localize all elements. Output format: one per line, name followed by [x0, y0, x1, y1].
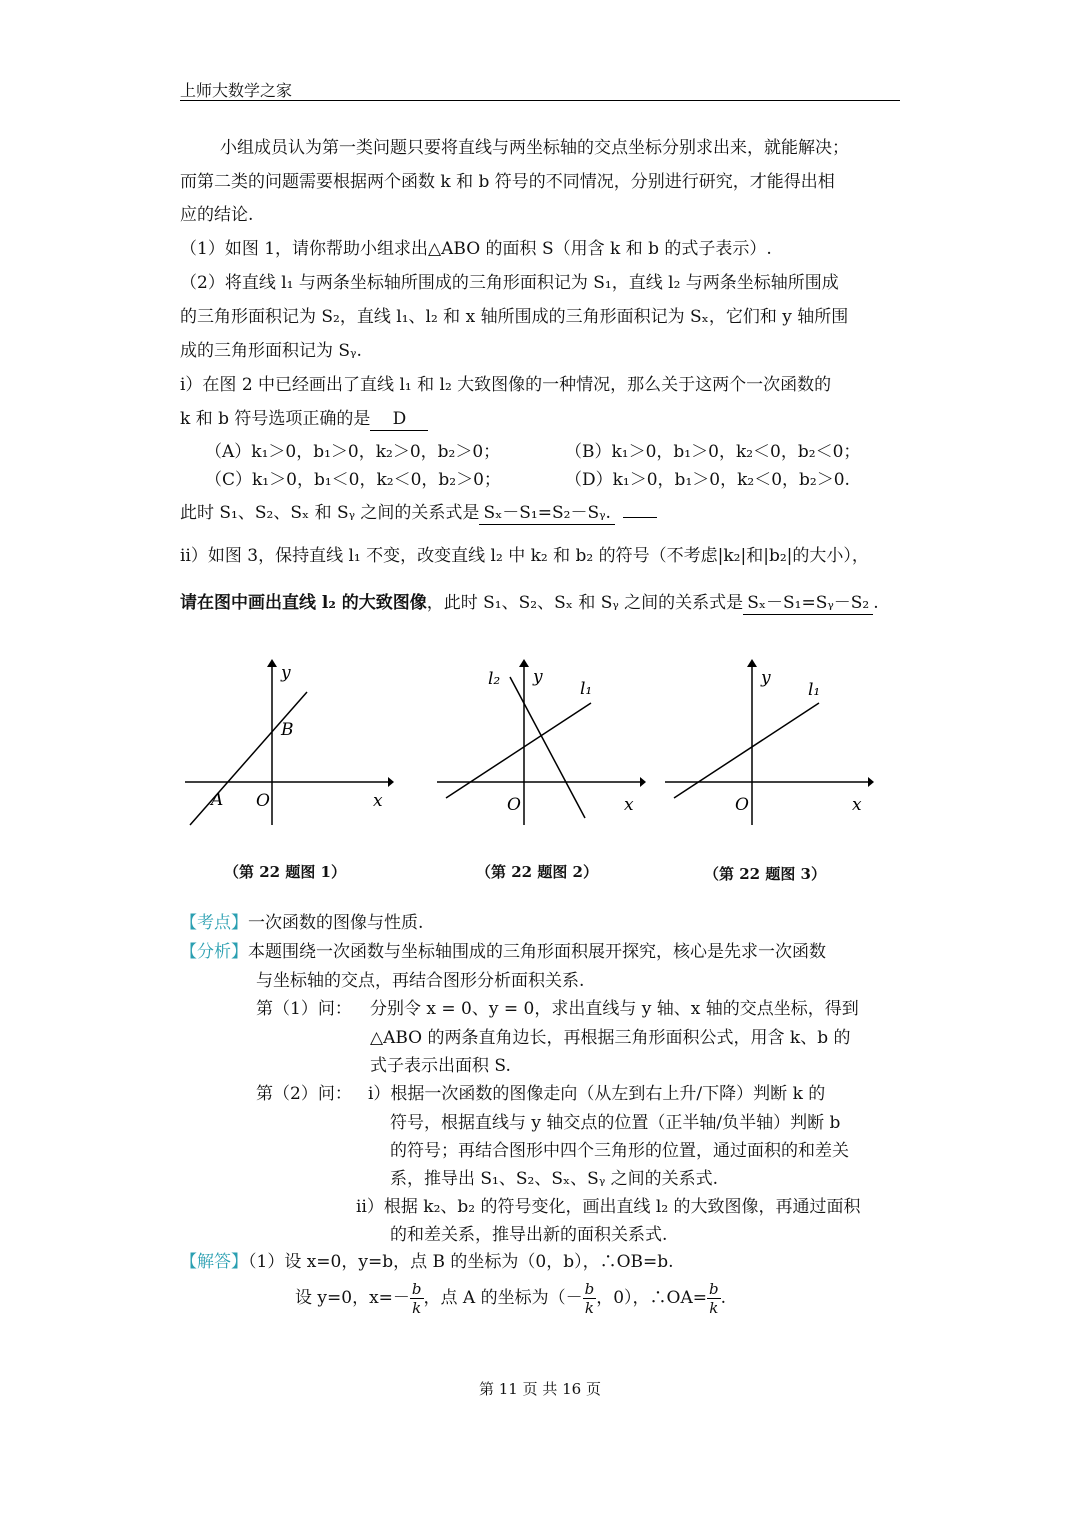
fenxi-p2i-line-1: ⅰ）根据一次函数的图像走向（从左到右上升/下降）判断 k 的 [368, 1084, 826, 1104]
fraction-b-over-k-1: $\frac{b}{k}$ [411, 1280, 422, 1317]
fig2-o-label: O [507, 795, 521, 815]
fenxi-p2i-line-2: 符号，根据直线与 y 轴交点的位置（正半轴/负半轴）判断 b [390, 1113, 841, 1133]
fig2-l2-label: l₂ [488, 669, 501, 689]
jieda-tag: 【解答】 [180, 1252, 248, 1272]
fig2-y-label: y [533, 667, 543, 687]
jieda-text-2d: . [720, 1288, 727, 1308]
fig1-b-label: B [281, 720, 294, 740]
fenxi-p2-label: 第（2）问： [256, 1084, 352, 1104]
fig1-line [190, 692, 307, 825]
fig1-y-label: y [281, 663, 291, 683]
kaodian-tag: 【考点】 [180, 913, 248, 933]
fig1-a-label: A [211, 790, 224, 810]
relation-1-answer: Sₓ－S₁=S₂－Sᵧ. [479, 502, 614, 525]
figure-3 [660, 655, 875, 830]
fraction-b-over-k-3: $\frac{b}{k}$ [709, 1280, 719, 1317]
fig2-y-arrow [519, 659, 529, 667]
jieda-text-2b: ，点 A 的坐标为（－ [423, 1288, 583, 1308]
fenxi-line-1 [180, 941, 826, 963]
fraction-b-over-k-2: $\frac{b}{k}$ [584, 1280, 595, 1317]
question-ii-rest: ，此时 S₁、S₂、Sₓ 和 Sᵧ 之间的关系式是 [426, 593, 744, 613]
intro-line-2: 而第二类的问题需要根据两个函数 k 和 b 符号的不同情况，分别进行研究，才能得出相 [180, 172, 835, 192]
fenxi-p2i-line-3: 的符号；再结合图形中四个三角形的位置，通过面积的和差关 [390, 1141, 849, 1161]
option-b: （B）k₁＞0，b₁＞0，k₂＜0，b₂＜0； [565, 442, 861, 462]
kaodian-text: 一次函数的图像与性质. [248, 913, 424, 933]
question-2-line-1: （2）将直线 l₁ 与两条坐标轴所围成的三角形面积记为 S₁，直线 l₂ 与两条坐标轴所围成 [180, 273, 839, 293]
intro-line-3: 应的结论. [180, 205, 254, 225]
question-ii-bold: 请在图中画出直线 l₂ 的大致图像 [180, 593, 427, 613]
fig1-x-label: x [373, 791, 383, 811]
question-1: （1）如图 1，请你帮助小组求出△ABO 的面积 S（用含 k 和 b 的式子表示）. [180, 239, 772, 259]
jieda-line-2 [295, 1278, 726, 1318]
fenxi-p2i-line-4: 系，推导出 S₁、S₂、Sₓ、Sᵧ 之间的关系式. [390, 1169, 719, 1189]
header-title: 上师大数学之家 [180, 81, 293, 100]
jieda-text-2a: 设 y=0，x=－ [295, 1288, 410, 1308]
figure-1-caption: （第 22 题图 1） [224, 863, 346, 881]
fig1-y-arrow [267, 659, 277, 667]
answer-blank-i: D [370, 408, 428, 431]
fig2-line-l2 [510, 677, 585, 818]
fig1-x-arrow [388, 777, 394, 787]
jieda-text-1: （1）设 x=0，y=b，点 B 的坐标为（0，b），∴OB=b. [248, 1252, 674, 1272]
fenxi-p1-line-1: 分别令 x = 0、y = 0，求出直线与 y 轴、x 轴的交点坐标，得到 [370, 999, 859, 1019]
fig2-x-label: x [624, 795, 634, 815]
figure-3-caption: （第 22 题图 3） [704, 865, 826, 883]
fenxi-tag: 【分析】 [180, 942, 248, 962]
jieda-line-1 [180, 1251, 674, 1273]
kaodian-line [180, 912, 423, 934]
question-i-line-1: ⅰ）在图 2 中已经画出了直线 l₁ 和 l₂ 大致图像的一种情况，那么关于这两个一次函数的 [180, 375, 832, 395]
question-2-line-3: 成的三角形面积记为 Sᵧ. [180, 341, 362, 361]
option-a: （A）k₁＞0，b₁＞0，k₂＞0，b₂＞0； [205, 442, 501, 462]
fig3-y-label: y [761, 668, 771, 688]
fenxi-p1-line-2: △ABO 的两条直角边长，再根据三角形面积公式，用含 k、b 的 [370, 1028, 851, 1048]
header-rule [180, 100, 900, 101]
option-d: （D）k₁＞0，b₁＞0，k₂＜0，b₂＞0. [565, 470, 850, 490]
question-i-text: k 和 b 符号选项正确的是 [180, 409, 371, 429]
fig3-x-label: x [852, 795, 862, 815]
relation-1-blank [623, 517, 657, 518]
fenxi-p1-line-3: 式子表示出面积 S. [370, 1056, 511, 1076]
fig1-o-label: O [256, 791, 270, 811]
question-ii-line-2: 请在图中画出直线 l₂ 的大致图像，此时 S₁、S₂、Sₓ 和 Sᵧ 之间的关系式是 Sₓ－S₁=Sᵧ－S₂ . [180, 593, 879, 613]
figure-2-caption: （第 22 题图 2） [476, 863, 598, 881]
relation-1 [180, 502, 657, 525]
intro-line-1: 小组成员认为第一类问题只要将直线与两坐标轴的交点坐标分别求出来，就能解决； [220, 138, 849, 158]
figure-1 [180, 655, 395, 830]
fenxi-p2ii-line-2: 的和差关系，推导出新的面积关系式. [390, 1225, 668, 1245]
fig3-o-label: O [735, 795, 749, 815]
question-i-line-2 [180, 408, 428, 431]
question-2-line-2: 的三角形面积记为 S₂，直线 l₁、l₂ 和 x 轴所围成的三角形面积记为 Sₓ，它们和 y 轴所围 [180, 307, 849, 327]
fig2-x-arrow [640, 777, 646, 787]
fenxi-p1-label: 第（1）问： [256, 999, 352, 1019]
fenxi-p2ii-line-1: ⅱ）根据 k₂、b₂ 的符号变化，画出直线 l₂ 的大致图像，再通过面积 [356, 1197, 861, 1217]
fenxi-line-2: 与坐标轴的交点，再结合图形分析面积关系. [256, 971, 585, 991]
figure-2 [432, 655, 647, 830]
fig2-line-l1 [446, 703, 591, 798]
fig3-line-l1 [674, 703, 819, 798]
page-footer: 第 11 页 共 16 页 [478, 1380, 601, 1398]
fig3-x-arrow [868, 777, 874, 787]
option-c: （C）k₁＞0，b₁＜0，k₂＜0，b₂＞0； [205, 470, 501, 490]
fig2-l1-label: l₁ [580, 679, 593, 699]
relation-1-prefix: 此时 S₁、S₂、Sₓ 和 Sᵧ 之间的关系式是 [180, 503, 480, 523]
jieda-text-2c: ，0），∴OA= [596, 1288, 707, 1308]
fenxi-text-1: 本题围绕一次函数与坐标轴围成的三角形面积展开探究，核心是先求一次函数 [248, 942, 826, 962]
fig3-y-arrow [747, 659, 757, 667]
fig3-l1-label: l₁ [808, 680, 821, 700]
question-ii-line-1: ⅱ）如图 3，保持直线 l₁ 不变，改变直线 l₂ 中 k₂ 和 b₂ 的符号（不考虑|k₂|和|b₂|的大小）， [180, 546, 869, 566]
answer-blank-ii: Sₓ－S₁=Sᵧ－S₂ [743, 592, 873, 615]
